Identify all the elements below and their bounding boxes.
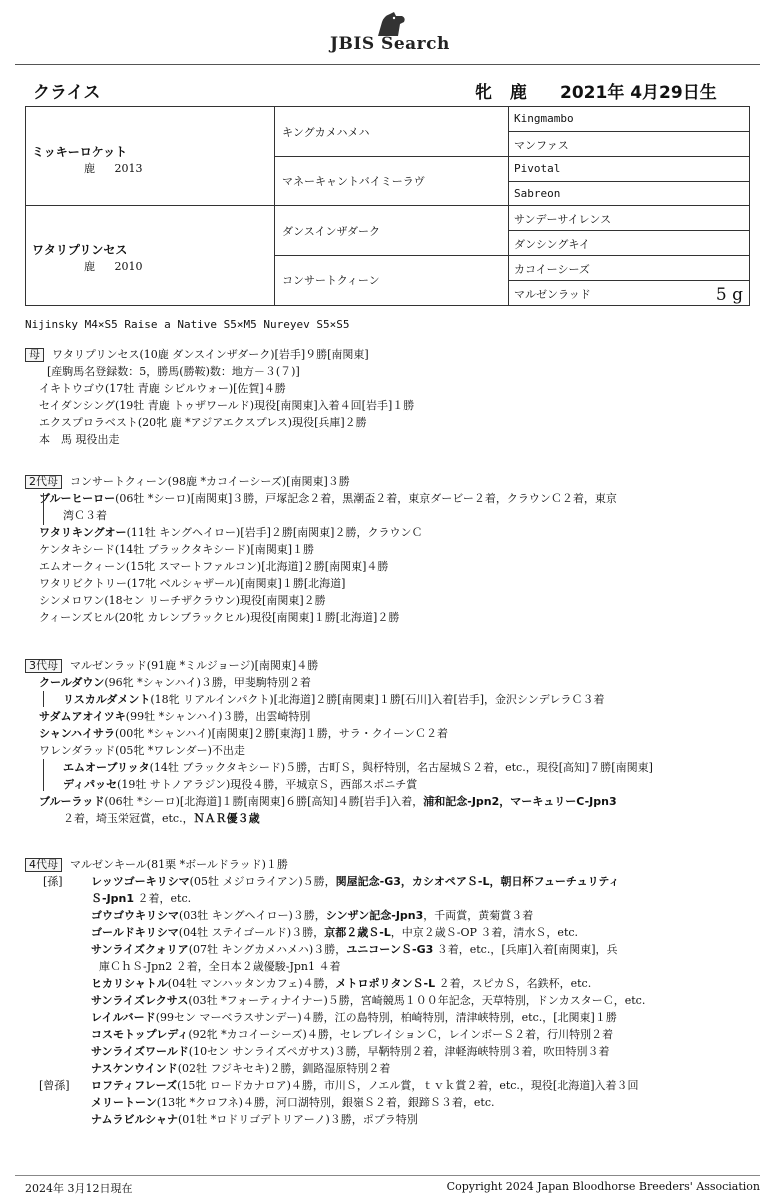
ancestor-g3-2[interactable]: マンファス xyxy=(514,139,569,152)
ancestor-g3-4[interactable]: Sabreon xyxy=(514,187,561,200)
descendant-line: コスモトップレディ(92牝 *カコイーシーズ)４勝，セレブレイションＣ，レインボーＳ２着，行川特別２着 xyxy=(91,1028,614,1041)
sire-year: 2013 xyxy=(114,162,143,175)
descendant-line: [孫] レッツゴーキリシマ(05牡 メジロライアン)５勝，関屋記念-G3，カシオペアＳ-L，朝日杯フューチュリティ xyxy=(25,873,745,890)
second-dam-record: コンサートクィーン(98鹿 *カコイーシーズ)[南関東]３勝 xyxy=(70,475,350,488)
sire-cell xyxy=(32,143,143,176)
offspring-line: セイダンシング(19牡 青鹿 トゥザワールド)現役[南関東]入着４回[岩手]１勝 xyxy=(39,399,415,412)
offspring-line-cont: ２着，埼玉栄冠賞，etc.，ＮＡＲ優３歳 xyxy=(63,812,260,825)
pedigree-score: 5 g xyxy=(715,285,743,305)
grand-offspring-line: ディパッセ(19牡 サトノアラジン)現役４勝，平城京Ｓ，西部スポニチ賞 xyxy=(63,778,418,791)
horse-title-row xyxy=(15,74,760,103)
offspring-line-cont: 湾Ｃ３着 xyxy=(63,509,107,522)
offspring-line: シャンハイサラ(00牝 *シャンハイ)[南関東]２勝[東海]１勝，サラ・クイーンＣ２着 xyxy=(39,727,448,740)
section-tag: 2代母 xyxy=(25,475,62,489)
section-tag: 3代母 xyxy=(25,659,62,673)
ancestor-g3-8[interactable]: マルゼンラッド xyxy=(514,288,591,301)
offspring-line: ブルーラッド(06牡 *シーロ)[北海道]１勝[南関東]６勝[高知]４勝[岩手]入着，浦和記念-Jpn2，マーキュリーC-Jpn3 xyxy=(39,795,617,808)
ancestor-g3-6[interactable]: ダンシングキイ xyxy=(514,238,590,251)
label-great-grandchild: [曾孫] xyxy=(39,1079,70,1092)
descendant-line: ナムラビルシャナ(01牡 *ロドリゴデトリアーノ)３勝，ポプラ特別 xyxy=(91,1113,418,1126)
site-logo[interactable] xyxy=(0,6,775,56)
sire-name[interactable]: ミッキーロケット xyxy=(32,145,128,159)
dam-color: 鹿 xyxy=(84,260,95,273)
grand-offspring-line: エムオーブリッタ(14牡 ブラックタキシード)５勝，古町Ｓ，與杼特別，名古屋城Ｓ２着，etc.，現役[高知]７勝[南関東] xyxy=(63,761,653,774)
grandsire-dam[interactable]: ダンスインザダーク xyxy=(282,225,381,238)
dam-year: 2010 xyxy=(114,260,143,273)
pedigree-divider xyxy=(508,107,509,305)
descendant-line: ゴールドキリシマ(04牡 ステイゴールド)３勝，京都２歳Ｓ-L，中京２歳Ｓ-OP ３着，清水Ｓ，etc. xyxy=(91,926,579,939)
descendant-line: ヒカリシャトル(04牡 マンハッタンカフェ)４勝，メトロポリタンＳ-L ２着，スピカＳ，名鉄杯，etc. xyxy=(91,977,592,990)
offspring-line: ワタリキングオー(11牡 キングヘイロー)[岩手]２勝[南関東]２勝，クラウンＣ xyxy=(39,526,423,539)
pedigree-divider xyxy=(508,181,749,182)
offspring-line: サダムアオイツキ(99牡 *シャンハイ)３勝，出雲崎特別 xyxy=(39,710,311,723)
descendant-line: サンライズワールド(10セン サンライズペガサス)３勝，早鞆特別２着，津軽海峡特別３着，吹田特別３着 xyxy=(91,1045,610,1058)
descendant-line: サンライズクォリア(07牡 キングカメハメハ)３勝，ユニコーンＳ-G3 ３着，etc.，[兵庫]入着[南関東]，兵 xyxy=(91,943,618,956)
fourth-dam-record: マルゼンキール(81栗 *ボールドラッド)１勝 xyxy=(70,858,288,871)
dam-record: ワタリプリンセス(10鹿 ダンスインザダーク)[岩手]９勝[南関東] xyxy=(52,348,369,361)
pedigree-divider xyxy=(26,205,749,206)
offspring-line: イキトウゴウ(17牡 青鹿 シビルウォー)[佐賀]４勝 xyxy=(39,382,286,395)
pedigree-divider xyxy=(508,131,749,132)
section-tag: 母 xyxy=(25,348,44,362)
granddam-dam[interactable]: コンサートクィーン xyxy=(282,274,380,287)
pedigree-divider xyxy=(508,280,749,281)
third-dam-section xyxy=(25,657,745,827)
ancestor-g3-7[interactable]: カコイーシーズ xyxy=(514,263,590,276)
footer-copyright: Copyright 2024 Japan Bloodhorse Breeders' Association xyxy=(446,1180,760,1193)
pedigree-divider xyxy=(274,156,749,157)
footer-divider xyxy=(15,1175,760,1176)
second-dam-section xyxy=(25,473,745,626)
pedigree-divider xyxy=(274,107,275,305)
dam-cell xyxy=(32,241,143,274)
tree-bar xyxy=(43,493,44,525)
offspring-line: エムオークィーン(15牝 スマートファルコン)[北海道]２勝[南関東]４勝 xyxy=(39,560,389,573)
fourth-dam-section xyxy=(25,856,745,1128)
offspring-line: ワレンダラッド(05牝 *ワレンダー)不出走 xyxy=(39,744,245,757)
horse-sex-color: 牝 鹿 xyxy=(475,83,533,103)
pedigree-table xyxy=(25,106,750,306)
horse-name: クライス xyxy=(33,83,101,103)
third-dam-record: マルゼンラッド(91鹿 *ミルジョージ)[南関東]４勝 xyxy=(70,659,319,672)
ancestor-g3-5[interactable]: サンデーサイレンス xyxy=(514,213,612,226)
descendant-line-cont: 庫ＣｈＳ-Jpn2 ２着，全日本２歳優駿-Jpn1 ４着 xyxy=(99,960,341,973)
offspring-line: エクスプロラベスト(20牝 鹿 *アジアエクスプレス)現役[兵庫]２勝 xyxy=(39,416,367,429)
inbreeding-line: Nijinsky M4×S5 Raise a Native S5×M5 Nureyev S5×S5 xyxy=(25,318,350,331)
ancestor-g3-1[interactable]: Kingmambo xyxy=(514,112,574,125)
descendant-line-cont: Ｓ-Jpn1 ２着，etc. xyxy=(91,892,192,905)
descendant-line: レイルバード(99セン マーベラスサンデー)４勝，江の島特別，柏崎特別，清津峡特別，etc.，[北関東]１勝 xyxy=(91,1011,617,1024)
label-grandchild: [孫] xyxy=(43,875,63,888)
pedigree-divider xyxy=(508,230,749,231)
footer-date: 2024年 3月12日現在 xyxy=(25,1182,133,1195)
granddam-sire[interactable]: マネーキャントバイミーラヴ xyxy=(282,175,425,188)
offspring-line: クールダウン(96牝 *シャンハイ)３勝，甲斐駒特別２着 xyxy=(39,676,311,689)
offspring-line: クィーンズヒル(20牝 カレンブラックヒル)現役[南関東]１勝[北海道]２勝 xyxy=(39,611,400,624)
logo-text: JBIS Search xyxy=(330,34,450,54)
ancestor-g3-3[interactable]: Pivotal xyxy=(514,162,561,175)
section-tag: 4代母 xyxy=(25,858,62,872)
descendant-line: メリートーン(13牝 *クロフネ)４勝，河口湖特別，銀嶺Ｓ２着，銀蹄Ｓ３着，etc. xyxy=(91,1096,495,1109)
descendant-line: サンライズレクサス(03牡 *フォーティナイナー)５勝，宮崎競馬１００年記念，天草特別，ドンカスターＣ，etc. xyxy=(91,994,646,1007)
grandsire-sire[interactable]: キングカメハメハ xyxy=(282,126,370,139)
header-divider xyxy=(15,64,760,65)
pedigree-divider xyxy=(274,255,749,256)
dam-name[interactable]: ワタリプリンセス xyxy=(32,243,128,257)
grand-offspring-line: リスカルダメント(18牝 リアルインパクト)[北海道]２勝[南関東]１勝[石川]入着[岩手]，金沢シンデレラＣ３着 xyxy=(63,693,605,706)
descendant-line: ゴウゴウキリシマ(03牡 キングヘイロー)３勝，シンザン記念-Jpn3，千両賞，黄菊賞３着 xyxy=(91,909,534,922)
offspring-line: 本 馬 現役出走 xyxy=(39,433,120,446)
dam-offspring-stats: [産駒馬名登録数：5，勝馬(勝鞍)数：地方－３(７)] xyxy=(47,365,300,378)
descendant-line: ナスケンウインド(02牡 フジキセキ)２勝，釧路湿原特別２着 xyxy=(91,1062,391,1075)
descendant-line: [曾孫] ロフティフレーズ(15牝 ロードカナロア)４勝，市川Ｓ，ノエル賞，ｔｖｋ賞２着，etc.，現役[北海道]入着３回 xyxy=(25,1077,745,1094)
offspring-line: ブルーヒーロー(06牡 *シーロ)[南関東]３勝，戸塚記念２着，黒潮盃２着，東京ダービー２着，クラウンＣ２着，東京 xyxy=(39,492,617,505)
offspring-line: シンメロワン(18セン リーチザクラウン)現役[南関東]２勝 xyxy=(39,594,326,607)
horse-birth-date: 2021年 4月29日生 xyxy=(560,83,717,103)
sire-color: 鹿 xyxy=(84,162,95,175)
offspring-line: ワタリビクトリー(17牝 ベルシャザール)[南関東]１勝[北海道] xyxy=(39,577,346,590)
dam-section xyxy=(25,346,745,448)
offspring-line: ケンタキシード(14牡 ブラックタキシード)[南関東]１勝 xyxy=(39,543,315,556)
